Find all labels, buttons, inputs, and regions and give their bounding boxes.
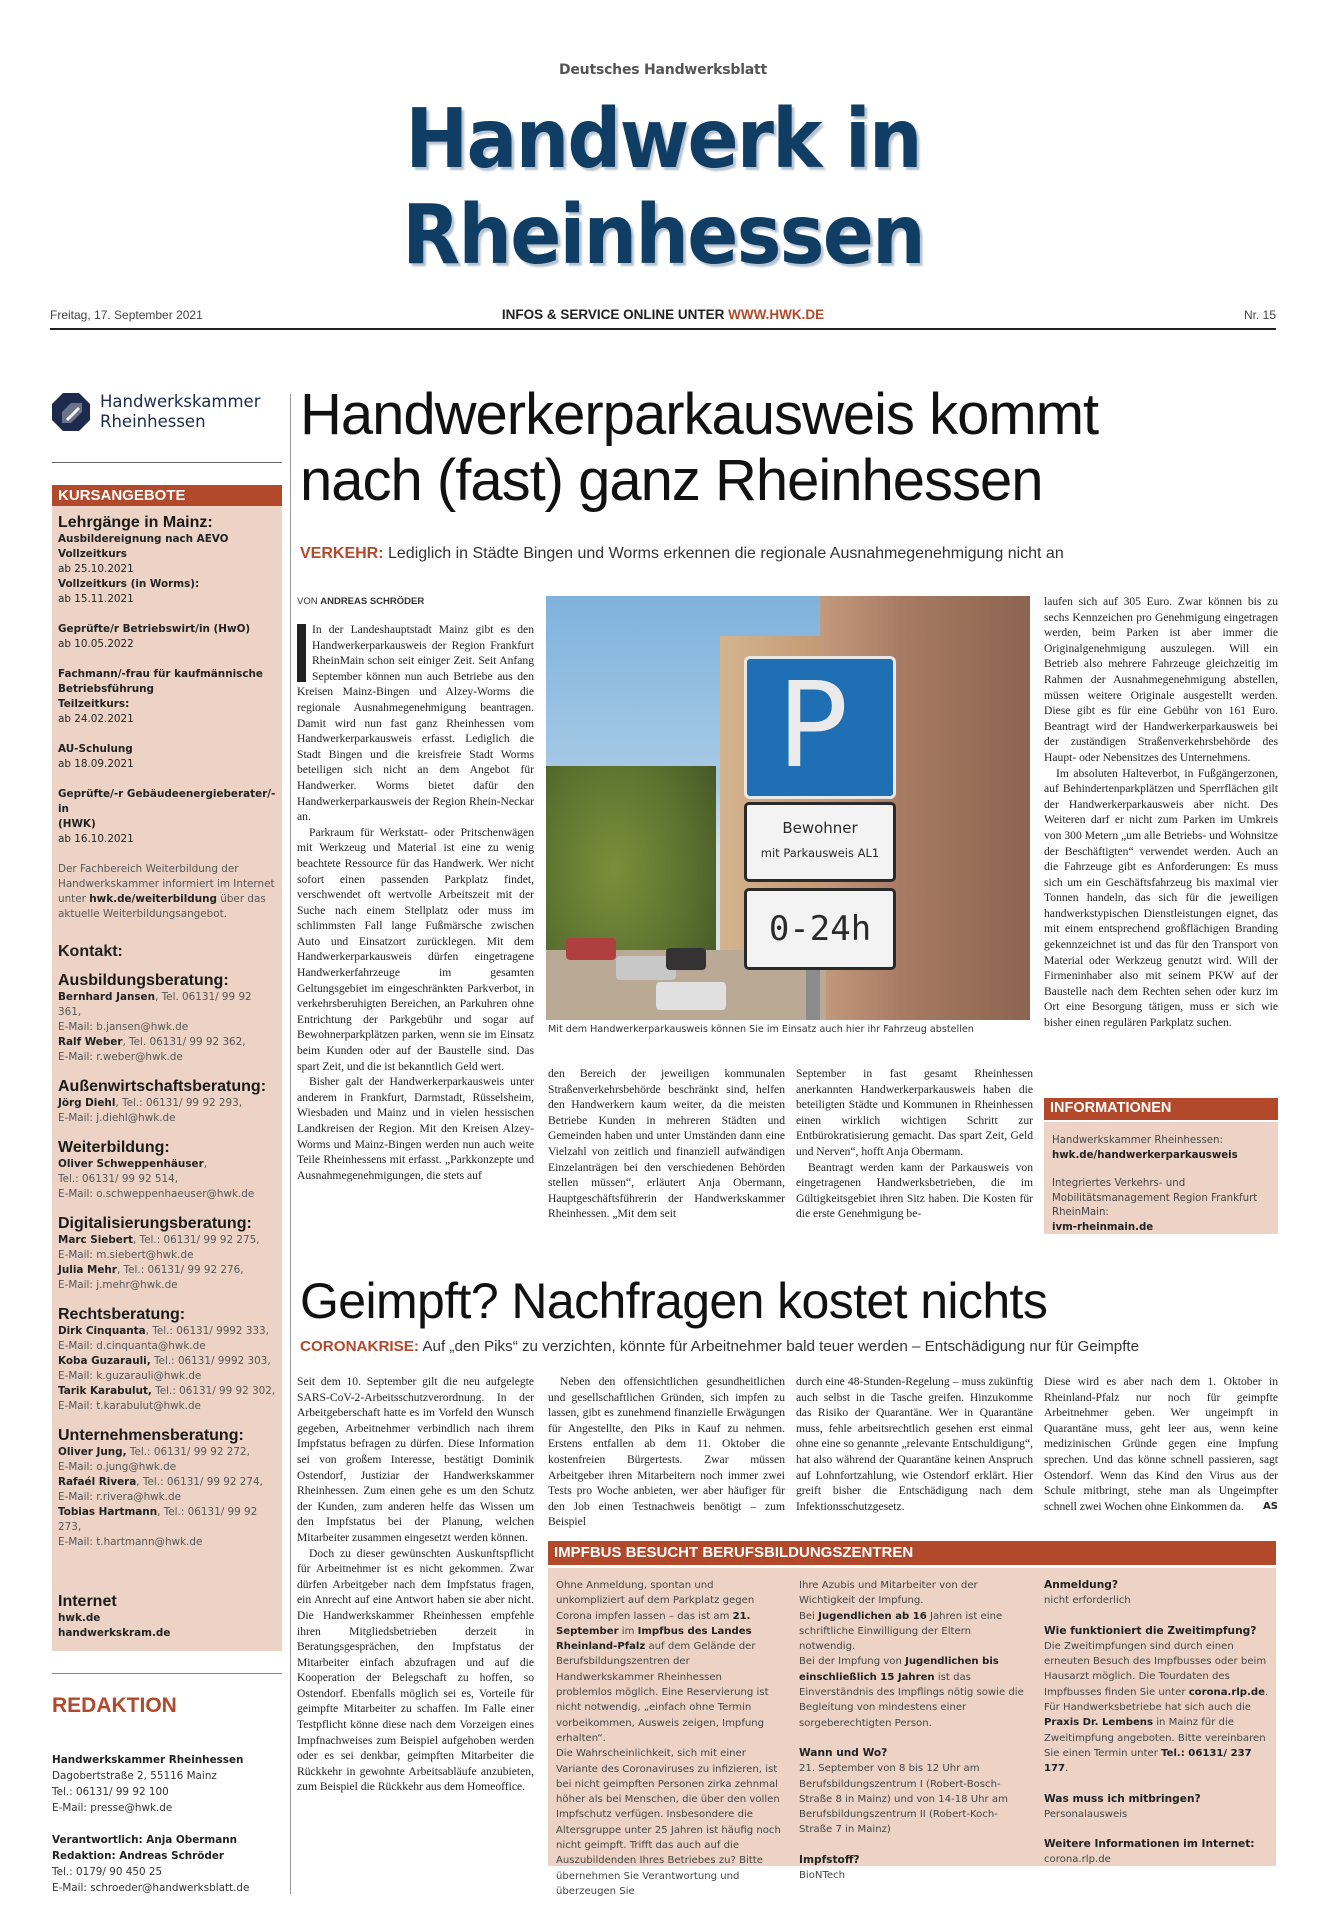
course-title: AU-Schulung xyxy=(58,743,133,755)
article2-column-3: durch eine 48-Stunden-Regelung – muss zukünftig auch selbst in die Tasche greifen. Hinzukomme das Risiko der Quarantäne. Wer in Quarantäne muss, fehle arbeitsrechtlich gesehen erst einmal ohne eine so genannte „relevante Entschuldigung“, hat also während der Quarantäne keinen Anspruch auf Lohnfortzahlung, wie Ostendorf erklärt. Hier greift bisher die Entschädigung nach dem Infektionsschutzgesetz. xyxy=(796,1375,1033,1513)
faq-question: Weitere Informationen im Internet: xyxy=(1044,1838,1255,1851)
sidebar xyxy=(52,388,282,1896)
info-label: Handwerkskammer Rheinhessen: xyxy=(1052,1135,1223,1146)
column-divider xyxy=(290,394,291,1894)
course-date: ab 10.05.2022 xyxy=(58,638,134,650)
contact-section-title: Unternehmensberatung: xyxy=(58,1427,244,1444)
course-title: (HWK) xyxy=(58,818,96,830)
hwk-logo xyxy=(52,388,282,436)
impfbus-column-1: Ohne Anmeldung, spontan und unkompliziert auf dem Parkplatz gegen Corona impfen lassen – das ist am 21. September im Impfbus des Landes Rheinland-Pfalz auf dem Gelände der Berufsbildungszentren der Handwerkskammer Rheinhessen problemlos möglich. Eine Reservierung ist nicht notwendig, „einfach ohne Termin vorbeikommen, Ausweis zeigen, Impfung erhalten“. Die Wahrscheinlichkeit, sich mit einer Variante des Coronaviruses zu infizieren, ist bei nicht geimpften Personen zirka zehnmal höher als bei Menschen, die über den vollen Impfschutz verfügen. Insbesondere die Altersgruppe unter 25 Jahren ist häufig noch nicht geimpft. Trifft das auch auf die Auszubildenden Ihres Betriebes zu? Bitte übernehmen Sie Verantwortung und überzeugen Sie xyxy=(556,1580,781,1897)
faq-question: Wann und Wo? xyxy=(799,1746,888,1759)
faq-question: Impfstoff? xyxy=(799,1853,860,1866)
contact-name: Dirk Cinquanta xyxy=(58,1325,146,1337)
course-item xyxy=(58,622,276,652)
weiterbildung-link[interactable]: hwk.de/weiterbildung xyxy=(89,893,217,905)
contact-email[interactable]: E-Mail: d.cinquanta@hwk.de xyxy=(58,1340,206,1352)
contact-name: Oliver Schweppenhäuser xyxy=(58,1158,204,1170)
contact-section-title: Rechtsberatung: xyxy=(58,1306,186,1323)
editor-phone: Tel.: 0179/ 90 450 25 xyxy=(52,1866,163,1878)
divider xyxy=(52,462,282,463)
sign-pole xyxy=(806,962,820,1020)
redaktion-address: Dagobertstraße 2, 55116 Mainz xyxy=(52,1770,217,1782)
courses-heading: Lehrgänge in Mainz: xyxy=(58,514,213,531)
contact-name: Bernhard Jansen xyxy=(58,991,155,1003)
redaktion-editor: Redaktion: Andreas Schröder xyxy=(52,1850,225,1862)
article1-deck xyxy=(300,545,1064,563)
internet-link-handwerkskram[interactable]: handwerkskram.de xyxy=(58,1627,171,1639)
contact-email[interactable]: E-Mail: o.jung@hwk.de xyxy=(58,1461,177,1473)
info-prefix: INFOS & SERVICE ONLINE UNTER xyxy=(501,307,729,322)
course-title: Vollzeitkurs xyxy=(58,548,127,560)
contact-section: Digitalisierungsberatung: Marc Siebert, Tel.: 06131/ 99 92 275, E-Mail: m.siebert@hwk.de Julia Mehr, Tel.: 06131/ 99 92 276, E-Mail: j.mehr@hwk.de xyxy=(58,1214,276,1293)
contact-email[interactable]: E-Mail: m.siebert@hwk.de xyxy=(58,1249,194,1261)
publication-kicker: Deutsches Handwerksblatt xyxy=(558,62,768,78)
kursangebote-header: KURSANGEBOTE xyxy=(52,485,282,506)
course-date: ab 18.09.2021 xyxy=(58,758,134,770)
course-title: Geprüfte/-r Gebäudeenergieberater/-in xyxy=(58,788,276,815)
divider xyxy=(52,1673,282,1674)
course-item xyxy=(58,742,276,772)
impfbus-column-2: Ihre Azubis und Mitarbeiter von der Wichtigkeit der Impfung. Bei Jugendlichen ab 16 Jahren ist eine schriftliche Einwilligung der Eltern notwendig. Bei der Impfung von Jugendlichen bis einschließlich 15 Jahren ist das Einverständnis des Impflings nötig sowie die Begleitung von mindestens einer sorgeberechtigten Person. Wann und Wo? 21. September von 8 bis 12 Uhr am Berufsbildungszentrum I (Robert-Bosch-Straße 8 in Mainz) und von 14-18 Uhr am Berufsbildungszentrum II (Robert-Koch-Straße 7 in Mainz) Impfstoff? BioNTech xyxy=(799,1578,1024,1883)
article2-deck xyxy=(300,1338,1139,1355)
contact-section-title: Ausbildungsberatung: xyxy=(58,972,229,989)
parking-sign: P xyxy=(744,656,896,799)
parking-sign-photo xyxy=(546,596,1030,1020)
contact-name: Tarik Karabulut, xyxy=(58,1385,152,1397)
contact-name: Koba Guzarauli, xyxy=(58,1355,151,1367)
contact-section: Ausbildungsberatung: Bernhard Jansen, Tel. 06131/ 99 92 361, E-Mail: b.jansen@hwk.de Ralf Weber, Tel. 06131/ 99 92 362, E-Mail: r.weber@hwk.de xyxy=(58,971,276,1065)
contact-email[interactable]: E-Mail: t.hartmann@hwk.de xyxy=(58,1536,203,1548)
contact-section: Weiterbildung: Oliver Schweppenhäuser, Tel.: 06131/ 99 92 514, E-Mail: o.schweppenhaeuser@hwk.de xyxy=(58,1138,276,1202)
course-title: Vollzeitkurs (in Worms): xyxy=(58,578,200,590)
redaktion-email[interactable]: E-Mail: presse@hwk.de xyxy=(52,1802,173,1814)
corona-rlp-link[interactable]: corona.rlp.de xyxy=(1188,1686,1265,1698)
faq-answer: Personalausweis xyxy=(1044,1808,1128,1820)
info-label: Integriertes Verkehrs- und Mobilitätsmanagement Region Frankfurt RheinMain: xyxy=(1052,1178,1258,1218)
redaktion-heading: REDAKTION xyxy=(52,1694,177,1717)
contact-section: Außenwirtschaftsberatung: Jörg Diehl, Tel.: 06131/ 99 92 293, E-Mail: j.diehl@hwk.de xyxy=(58,1077,276,1126)
course-item xyxy=(58,787,276,847)
article1-column-4: laufen sich auf 305 Euro. Zwar können bis zu sechs Kennzeichen pro Genehmigung eingetragen werden, beim Parken ist aber immer die Originalgenehmigung auszulegen. Will ein Betrieb also mehrere Fahrzeuge gleichzeitig im Rahmen der Ausnahmegenehmigung abstellen, müssen weitere Originale ausgestellt werden. Diese gibt es für eine Gebühr von 161 Euro. Beantragt wird der Handwerkerparkausweis bei der zuständigen Straßenverkehrsbehörde des Haupt- oder Nebensitzes des Unternehmens. Im absoluten Halteverbot, in Fußgängerzonen, auf Behindertenparkplätzen und Sperrflächen gilt der Handwerkerparkausweis aber nicht. Des Weiteren darf er nicht zum Parken im Umkreis von 300 Metern „um alle Betriebs- und Wohnsitze der Beschäftigten“ verwendet werden. Auch an die Fahrzeuge gibt es Anforderungen: Es muss sich um ein Geschäftsfahrzeug bis maximal vier Tonnen handeln, das sich für die jeweiligen handwerkstypischen Dienstleistungen eignet, das mit einem entsprechend großflächigen Branding gekennzeichnet ist und das für den Transport von Material oder Werkzeug genutzt wird. Will der Firmeninhaber also mit seinem PKW auf der Baustelle nach dem Rechten sehen oder kurz im Ort eine Besorgung tätigen, muss er sich wie bisher einen regulären Parkplatz suchen. xyxy=(1044,595,1278,1030)
issue-number: Nr. 15 xyxy=(1243,308,1276,322)
article2-column-2: Neben den offensichtlichen gesundheitlichen und gesellschaftlichen Gründen, sich impfen zu lassen, gibt es zunehmend finanzielle Erwägungen für Angestellte, den Piks in Kauf zu nehmen. Erstens entfallen ab dem 11. Oktober die kostenfreien Bürgertests. Zwar müssen Arbeitgeber ihren Mitarbeitern noch immer zwei Tests pro Woche anbieten, wer aber häufiger für den Job einen Testnachweis benötigt – zum Beispiel xyxy=(548,1375,785,1529)
deck-text: Auf „den Piks“ zu verzichten, könnte für Arbeitnehmer bald teuer werden – Entschädigung nur für Geimpfte xyxy=(418,1338,1140,1355)
article1-headline xyxy=(300,382,1280,514)
faq-question: Wie funktioniert die Zweitimpfung? xyxy=(1044,1624,1257,1637)
course-date: ab 15.11.2021 xyxy=(58,593,134,605)
info-link-hwk[interactable]: hwk.de/handwerkerparkausweis xyxy=(1052,1149,1238,1161)
article2-headline: Geimpft? Nachfragen kostet nichts xyxy=(300,1273,1048,1329)
contact-name: Tobias Hartmann xyxy=(58,1506,158,1518)
deck-tag: CORONAKRISE: xyxy=(300,1338,419,1355)
internet-link-hwk[interactable]: hwk.de xyxy=(58,1612,101,1624)
byline-author: ANDREAS SCHRÖDER xyxy=(320,596,425,607)
time-sign: 0-24h xyxy=(744,888,896,970)
internet-heading: Internet xyxy=(58,1593,117,1610)
course-date: ab 16.10.2021 xyxy=(58,833,134,845)
photo-caption: Mit dem Handwerkerparkausweis können Sie im Einsatz auch hier ihr Fahrzeug abstellen xyxy=(548,1024,974,1035)
contact-email[interactable]: E-Mail: r.rivera@hwk.de xyxy=(58,1491,181,1503)
kontakt-heading: Kontakt: xyxy=(58,943,123,960)
article2-column-1: Seit dem 10. September gilt die neu aufgelegte SARS-CoV-2-Arbeitsschutzverordnung. In der Arbeitgeberschaft hatte es im Vorfeld den Wunsch gegeben, Arbeitnehmer verbindlich nach ihrem Impfstatus befragen zu dürfen. Diese Information sei von großem Interesse, bestätigt Dominik Ostendorf, Justiziar der Handwerkskammer Rheinhessen. Zum einen gehe es um den Schutz der Kunden, zum anderen helfe das Wissen um den Impfstatus bei der Planung, welchen Mitarbeiter zusammen eingesetzt werden können. Doch zu dieser gewünschten Auskunftspflicht für Arbeitnehmer ist es nicht gekommen. Zwar dürfen Arbeitgeber nach dem Impfstatus fragen, ein Anrecht auf eine Antwort haben sie aber nicht. Die Handwerkskammer Rheinhessen empfehle ihren Mitgliedsbetrieben derzeit in Beratungsgesprächen, den Impfstatus der Mitarbeiter einfach abzufragen und auf die Kooperation der Belegschaft zu hoffen, so Ostendorf. Ebenfalls möglich sei es, Vorteile für geimpfte Mitarbeiter zu schaffen. Im Falle einer Testpflicht könne diese nach dem Vorzeigen eines Impfnachweises zum Beispiel aufgehoben werden oder es sei denkbar, geimpften Mitarbeiter die Rückkehr in gewohnte Arbeitsabläufe anzubieten, zum Beispiel die Rückkehr aus dem Homeoffice. xyxy=(297,1375,534,1794)
course-title: Teilzeitkurs: xyxy=(58,698,130,710)
course-title: Fachmann/-frau für kaufmännische xyxy=(58,668,263,680)
informationen-header: INFORMATIONEN xyxy=(1044,1098,1278,1120)
logo-line1: Handwerkskammer xyxy=(100,392,261,411)
impfbus-column-3 xyxy=(1044,1578,1272,1868)
faq-question: Anmeldung? xyxy=(1044,1579,1118,1591)
contact-email[interactable]: E-Mail: b.jansen@hwk.de xyxy=(58,1021,189,1033)
course-date: ab 24.02.2021 xyxy=(58,713,134,725)
redaktion-info xyxy=(52,1752,282,1896)
info-bar xyxy=(50,308,1276,330)
resident-sign: Bewohner mit Parkausweis AL1 xyxy=(744,802,896,882)
contact-name: Oliver Jung, xyxy=(58,1446,127,1458)
kursangebote-box xyxy=(52,506,282,1651)
masthead-title-line1: Handwerk in xyxy=(405,92,921,187)
info-link-ivm[interactable]: ivm-rheinmain.de xyxy=(1052,1221,1154,1233)
contact-phone: Tel.: 06131/ 99 92 514, xyxy=(58,1173,179,1185)
deck-text: Lediglich in Städte Bingen und Worms erkennen die regionale Ausnahmegenehmigung nicht an xyxy=(383,545,1064,562)
contact-name: Ralf Weber xyxy=(58,1036,123,1048)
redaktion-phone: Tel.: 06131/ 99 92 100 xyxy=(52,1786,169,1798)
logo-line2: Rheinhessen xyxy=(100,412,206,431)
masthead-title-line2: Rheinhessen xyxy=(402,188,924,283)
website-link[interactable]: WWW.HWK.DE xyxy=(728,307,825,322)
informationen-box xyxy=(1044,1122,1278,1234)
author-initials: AS xyxy=(1263,1500,1278,1512)
course-title: Ausbildereignung nach AEVO xyxy=(58,533,229,545)
contact-section-title: Außenwirtschaftsberatung: xyxy=(58,1078,267,1095)
hwk-logo-icon xyxy=(52,393,90,431)
article2-column-4: Diese wird es aber nach dem 1. Oktober in Rheinland-Pfalz nur noch für geimpfte Arbeitnehmer geben. Wer ungeimpft in Quarantäne muss, geht leer aus, wenn keine medizinischen Gründe gegen eine Impfung sprechen. Und das könne schnell passieren, sagt Ostendorf. Wenn das Kind den Virus aus der Schule mitbringt, stehe man als Ungeimpfter schnell zwei Wochen ohne Einkommen da. AS xyxy=(1044,1375,1278,1513)
contact-section: Unternehmensberatung: Oliver Jung, Tel.: 06131/ 99 92 272, E-Mail: o.jung@hwk.de Rafaél Rivera, Tel.: 06131/ 99 92 274, E-Mail: r.rivera@hwk.de Tobias Hartmann, Tel.: 06131/ 99 92 273, E-Mail: t.hartmann@hwk.de xyxy=(58,1426,276,1550)
corona-rlp-link[interactable]: corona.rlp.de xyxy=(1044,1854,1111,1866)
byline: VON ANDREAS SCHRÖDER xyxy=(297,596,425,607)
contact-email[interactable]: E-Mail: j.mehr@hwk.de xyxy=(58,1279,178,1291)
article1-column-1: In der Landeshauptstadt Mainz gibt es den Handwerkerparkausweis der Region Frankfurt RheinMain schon seit einiger Zeit. Seit Anfang September können nun auch Betriebe aus den Kreisen Mainz-Bingen und Alzey-Worms die regionale Ausnahmegenehmigung beantragen. Damit wird nun fast ganz Rheinhessen vom Handwerkerparkausweis erfasst. Lediglich die Stadt Bingen und die kreisfreie Stadt Worms beteiligen sich nicht an dem Angebot für Handwerker. Worms bietet dafür den Handwerkerparkausweis der Region Rhein-Neckar an. Parkraum für Werkstatt- oder Pritschenwägen mit Werkzeug und Material ist eine zu wenig beachtete Ressource für das Handwerk. Wer nicht sofort einen passenden Parkplatz findet, verschwendet oft wertvolle Arbeitszeit mit der Suche nach einem Stellplatz oder muss im schlimmsten Fall lange Fußmärsche zwischen Auto und Einsatzort zurücklegen. Mit dem Handwerkerparkausweis dürfen eingetragene Handwerkerfahrzeuge im gesamten Geltungsgebiet im eingeschränkten Parkverbot, in verkehrsberuhigten Bereichen, an Parkuhren ohne Entrichtung der Parkgebühr und sogar auf Bewohnerparkplätzen parken, wenn sie im Einsatz beim Kunden oder auf der Baustelle sind. Das spart Zeit, und die ist bekanntlich Geld wert. Bisher galt der Handwerkerparkausweis unter anderem in Frankfurt, Darmstadt, Rüsselsheim, Wiesbaden und Mainz und in vielen hessischen Landkreisen der Region. Mit den Kreisen Alzey-Worms und Mainz-Bingen werden nun auch weite Teile Rheinhessens mit erfasst. „Parkkonzepte und Ausnahmegenehmigungen, die stets auf xyxy=(297,623,534,1182)
faq-answer: 21. September von 8 bis 12 Uhr am Berufsbildungszentrum I (Robert-Bosch-Straße 8 in Mainz) und von 14-18 Uhr am Berufsbildungszentrum II (Robert-Koch-Straße 7 in Mainz) xyxy=(799,1763,1008,1836)
headline-line1: Handwerkerparkausweis kommt xyxy=(300,382,1099,447)
contact-section-title: Weiterbildung: xyxy=(58,1139,170,1156)
issue-date: Freitag, 17. September 2021 xyxy=(50,308,203,322)
contact-name: Jörg Diehl xyxy=(58,1097,116,1109)
contact-section: Rechtsberatung: Dirk Cinquanta, Tel.: 06131/ 9992 333, E-Mail: d.cinquanta@hwk.de Koba Guzarauli, Tel.: 06131/ 9992 303, E-Mail: k.guzarauli@hwk.de Tarik Karabulut, Tel.: 06131/ 99 92 302, E-Mail: t.karabulut@hwk.de xyxy=(58,1306,276,1412)
contact-name: Marc Siebert xyxy=(58,1234,133,1246)
redaktion-responsible: Verantwortlich: Anja Obermann xyxy=(52,1834,238,1846)
course-date: ab 25.10.2021 xyxy=(58,563,134,575)
deck-tag: VERKEHR: xyxy=(300,545,384,562)
headline-line2: nach (fast) ganz Rheinhessen xyxy=(300,448,1043,513)
dropcap-bar xyxy=(297,624,306,682)
course-title: Betriebsführung xyxy=(58,683,154,695)
contact-email[interactable]: E-Mail: t.karabulut@hwk.de xyxy=(58,1400,201,1412)
contact-section-title: Digitalisierungsberatung: xyxy=(58,1215,252,1232)
weiterbildung-note: Der Fachbereich Weiterbildung der Handwerkskammer informiert im Internet unter hwk.de/weiterbildung über das aktuelle Weiterbildungsangebot. xyxy=(58,863,275,920)
impfbus-header: IMPFBUS BESUCHT BERUFSBILDUNGSZENTREN xyxy=(548,1541,1276,1565)
contact-email[interactable]: E-Mail: j.diehl@hwk.de xyxy=(58,1112,176,1124)
contact-name: Rafaél Rivera xyxy=(58,1476,137,1488)
course-item xyxy=(58,667,276,727)
masthead-title xyxy=(53,92,1273,284)
contact-name: Julia Mehr xyxy=(58,1264,117,1276)
editor-email[interactable]: E-Mail: schroeder@handwerksblatt.de xyxy=(52,1882,250,1894)
contact-email[interactable]: E-Mail: o.schweppenhaeuser@hwk.de xyxy=(58,1188,255,1200)
info-service-line xyxy=(50,307,1276,322)
faq-answer: Die Zweitimpfungen sind durch einen erneuten Besuch des Impfbusses oder beim Hausarzt möglich. Die Tourdaten des Impfbusses finden Sie unter corona.rlp.de. Für Handwerksbetriebe hat sich auch die Praxis Dr. Lembens in Mainz für die Zweitimpfung angeboten. Bitte vereinbaren Sie einen Termin unter Tel.: 06131/ 237 177. xyxy=(1044,1640,1269,1775)
faq-answer: nicht erforderlich xyxy=(1044,1595,1131,1607)
faq-answer: BioNTech xyxy=(799,1870,846,1882)
contact-email[interactable]: E-Mail: r.weber@hwk.de xyxy=(58,1051,183,1063)
contact-email[interactable]: E-Mail: k.guzarauli@hwk.de xyxy=(58,1370,202,1382)
redaktion-org: Handwerkskammer Rheinhessen xyxy=(52,1754,244,1766)
article1-column-3: September in fast gesamt Rheinhessen anerkannten Handwerkerparkausweis haben die beteiligten Städte und Kommunen in Rheinhessen einen wirklich wichtigen Schritt zur Entbürokratisierung gemacht. Das spart Zeit, Geld und Nerven“, hofft Anja Obermann. Beantragt werden kann der Parkausweis von eingetragenen Handwerksbetrieben, die im Gültigkeitsgebiet ihren Sitz haben. Die Kosten für die erste Genehmigung be- xyxy=(796,1067,1033,1221)
course-item xyxy=(58,532,276,607)
course-title: Geprüfte/r Betriebswirt/in (HwO) xyxy=(58,623,251,635)
article1-column-2: den Bereich der jeweiligen kommunalen Straßenverkehrsbehörde beschränkt sind, helfen den Handwerkern kaum weiter, da die meisten Betriebe Kunden in mehreren Städten und Gemeinden haben und unter Umständen dann eine Vielzahl von zeitlich und finanziell aufwändigen Einzelanträgen bei den verschiedenen Behörden stellen müssen“, erläutert Anja Obermann, Hauptgeschäftsführerin der Handwerkskammer Rheinhessen. „Mit dem seit xyxy=(548,1067,785,1221)
faq-question: Was muss ich mitbringen? xyxy=(1044,1792,1201,1805)
impfbus-box xyxy=(548,1568,1276,1897)
